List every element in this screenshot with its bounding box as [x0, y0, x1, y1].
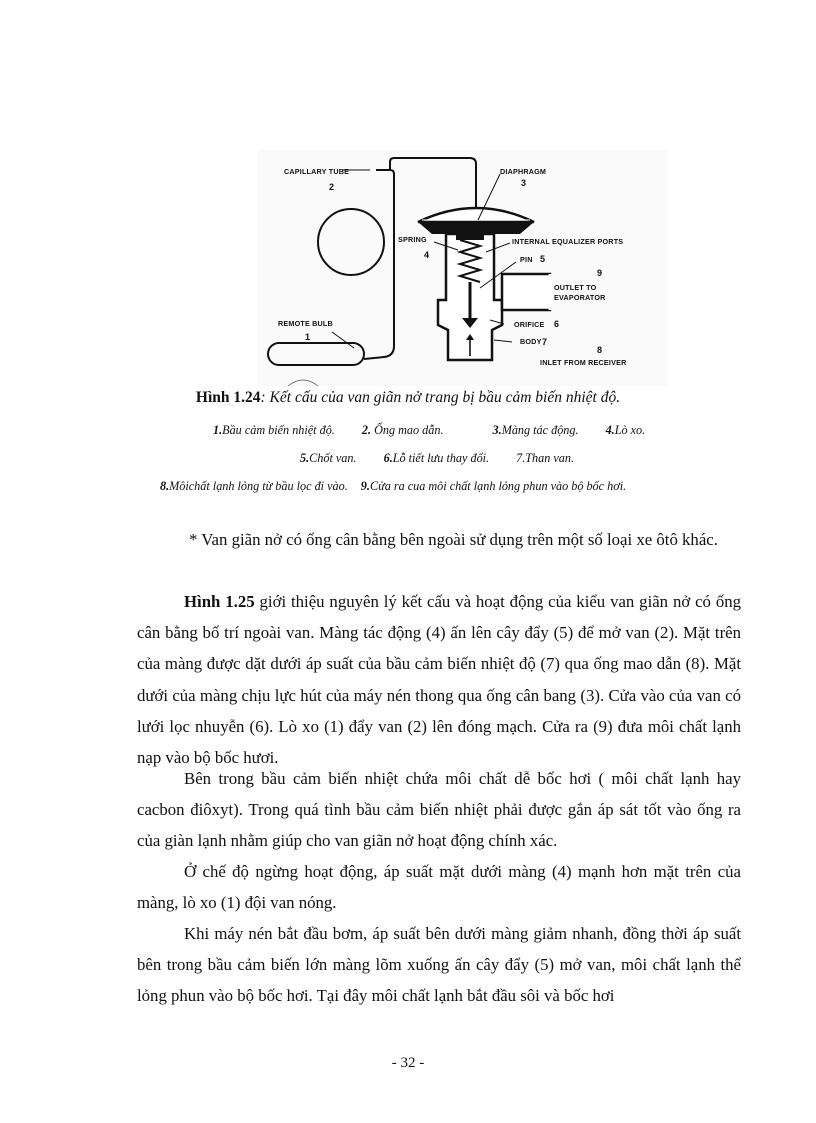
- legend-item-8: 8.Môichất lạnh lỏng từ bầu lọc đi vào.: [160, 479, 348, 493]
- figure-caption: [0, 389, 816, 407]
- paragraph-3: Bên trong bầu cảm biến nhiệt chứa môi chất dễ bốc hơi ( môi chất lạnh hay cacbon điôxyt). Trong quá tình bầu cảm biến nhiệt phải được gắn áp sát tốt vào ống ra của giàn lạnh nhằm giúp cho van giãn nở hoạt động chính xác.: [137, 769, 741, 851]
- outlet-tube: [502, 274, 550, 310]
- label-evaporator: EVAPORATOR: [554, 293, 606, 302]
- label-body: BODY: [520, 337, 542, 346]
- legend-line-3: [160, 479, 626, 494]
- bulb-scribble: [288, 380, 318, 386]
- label-orifice: ORIFICE: [514, 320, 545, 329]
- label-inlet-from-receiver: INLET FROM RECEIVER: [540, 358, 627, 367]
- legend-item-4: 4.Lò xo.: [605, 423, 646, 437]
- label-spring: SPRING: [398, 235, 427, 244]
- label-pin: PIN: [520, 255, 533, 264]
- number-7: 7: [542, 337, 548, 347]
- number-8: 8: [597, 345, 603, 355]
- valve-diagram: [258, 150, 668, 386]
- legend-item-6: 6.Lỗ tiết lưu thay đổi.: [383, 451, 490, 465]
- number-5: 5: [540, 254, 546, 264]
- label-capillary-tube: CAPILLARY TUBE: [284, 167, 350, 176]
- legend-line-2: [300, 451, 574, 466]
- legend-item-2: 2. Ống mao dẫn.: [361, 423, 444, 437]
- legend-item-5: 5.Chốt van.: [300, 451, 357, 465]
- valve-diagram-svg: [258, 150, 668, 386]
- legend-item-9: 9.Cửa ra cua môi chất lạnh lỏng phun vào bộ bốc hơi.: [360, 479, 627, 493]
- capillary-tube: [364, 170, 394, 359]
- page-number: - 32 -: [391, 1055, 425, 1071]
- remote-bulb-shape: [268, 343, 364, 365]
- paragraph-5: Khi máy nén bắt đầu bơm, áp suất bên dưới màng giảm nhanh, đồng thời áp suất bên trong bầu cảm biến lớn màng lõm xuống ấn cây đẩy (5) mở van, môi chất lạnh thể lỏng phun vào bộ bốc hơi. Tại đây môi chất lạnh bắt đầu sôi và bốc hơi: [137, 924, 741, 1006]
- spring-seat: [456, 232, 484, 240]
- number-4: 4: [424, 250, 430, 260]
- capillary-coil: [318, 209, 384, 275]
- number-3: 3: [521, 178, 527, 188]
- label-remote-bulb: REMOTE BULB: [278, 319, 333, 328]
- number-1: 1: [305, 332, 311, 342]
- caption-label: Hình 1.24: [195, 389, 261, 406]
- legend-item-3: 3.Màng tác động.: [492, 423, 579, 437]
- label-diaphragm: DIAPHRAGM: [500, 167, 547, 176]
- label-internal-equalizer-ports: INTERNAL EQUALIZER PORTS: [512, 237, 624, 246]
- label-outlet-to: OUTLET TO: [554, 283, 597, 292]
- number-9: 9: [597, 268, 603, 278]
- number-6: 6: [554, 319, 560, 329]
- paragraph-1: * Van giãn nở có ống cân bằng bên ngoài sử dụng trên một số loại xe ôtô khác.: [189, 530, 718, 549]
- number-2: 2: [329, 182, 335, 192]
- paragraph-2-ref: Hình 1.25: [184, 592, 255, 611]
- caption-text: : Kết cấu của van giãn nở trang bị bầu cảm biến nhiệt độ.: [260, 389, 621, 406]
- capillary-tube-top: [390, 158, 476, 212]
- legend-line-1: [213, 423, 645, 438]
- legend-item-7: 7.Than van.: [516, 451, 575, 465]
- paragraph-4: Ở chế độ ngừng hoạt động, áp suất mặt dưới màng (4) mạnh hơn mặt trên của màng, lò xo (1) đội van nóng.: [137, 862, 741, 913]
- paragraph-2: Hình 1.25 giới thiệu nguyên lý kết cấu và hoạt động của kiểu van giãn nở có ống cân bằng bố trí ngoài van. Màng tác động (4) ấn lên cây đẩy (5) để mở van (2). Mặt trên của màng được dặt dưới áp suất của bầu cảm biến nhiệt độ (7) qua ống mao dẫn (8). Mặt dưới của màng chịu lực hút của máy nén thong qua ống cân bang (3). Cửa vào của van có lưới lọc nhuyễn (6). Lò xo (1) đẩy van (2) lên đóng mạch. Cửa ra (9) đưa môi chất lạnh nạp vào bộ bốc hươi.: [137, 592, 741, 768]
- legend-item-1: 1.Bầu cảm biến nhiệt độ.: [213, 423, 335, 437]
